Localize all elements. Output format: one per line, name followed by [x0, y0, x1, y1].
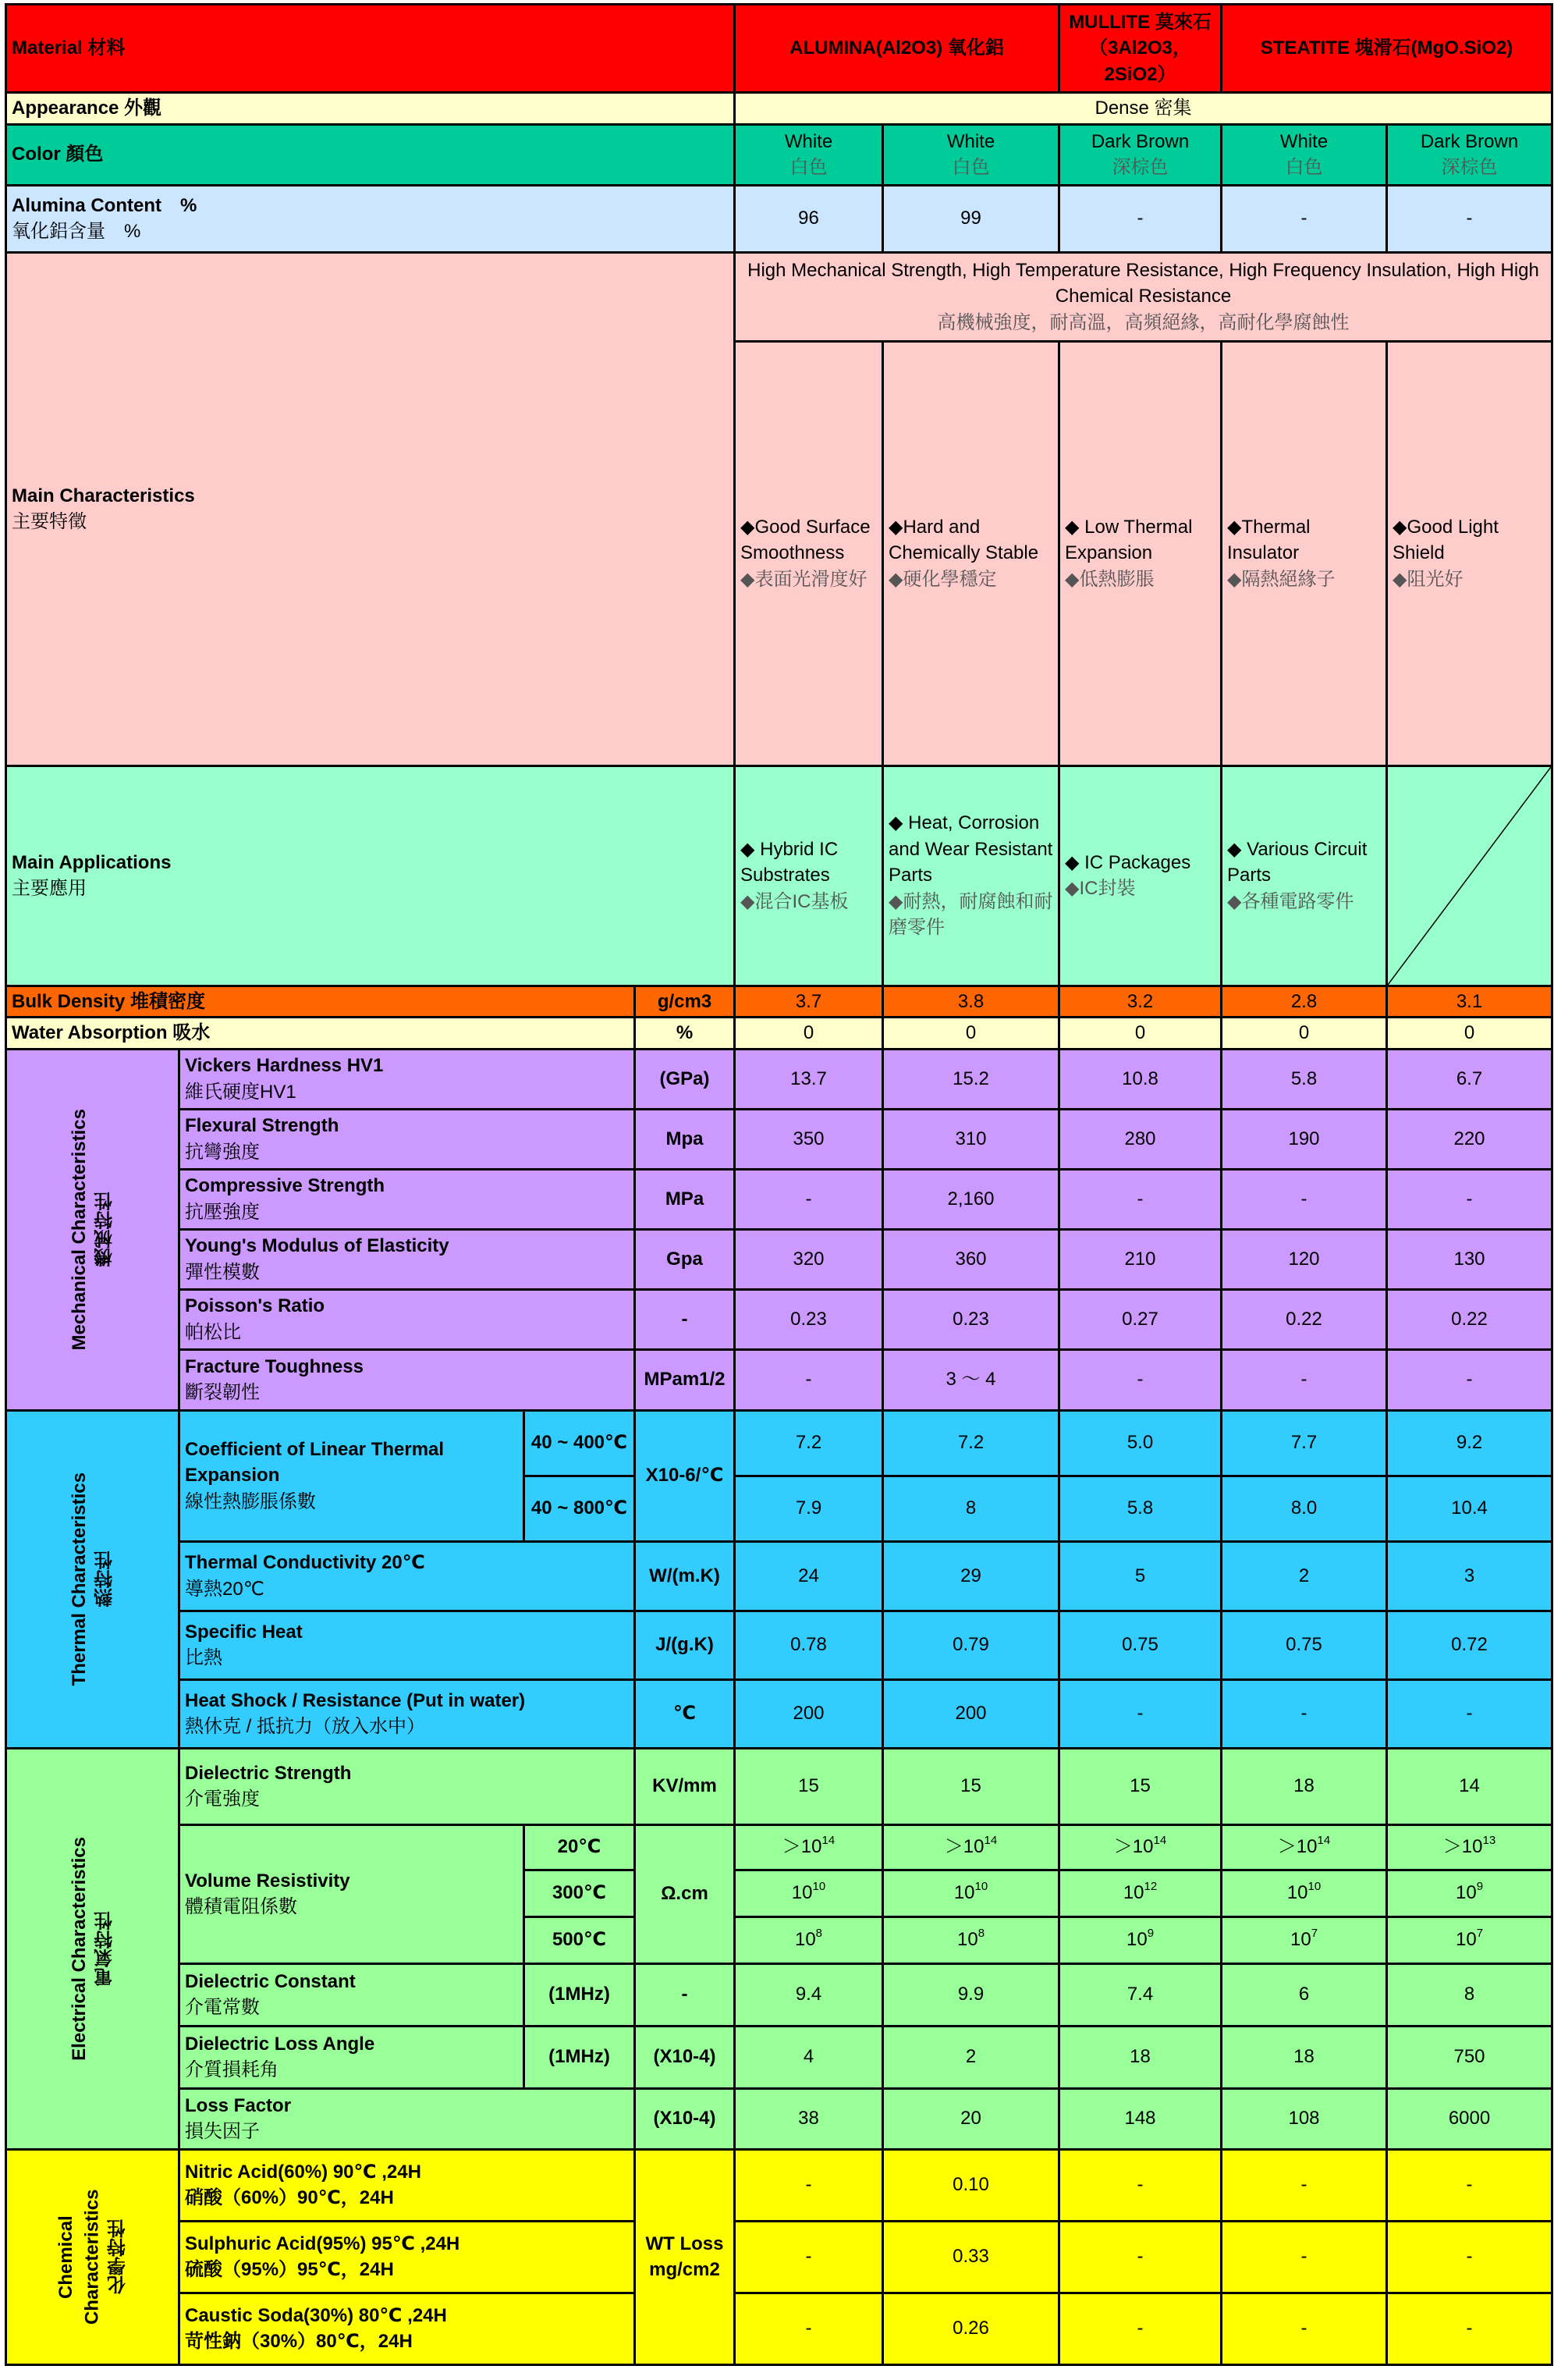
water-absorption-value: 0: [1387, 1018, 1552, 1050]
frequency-condition: (1MHz): [524, 2026, 635, 2088]
property-label: Poisson's Ratio 帕松比: [179, 1289, 635, 1349]
property-value: -: [735, 2293, 883, 2364]
color-cell: White 白色: [883, 124, 1059, 185]
property-value: 5.8: [1059, 1476, 1222, 1541]
property-label: Vickers Hardness HV1 維氏硬度HV1: [179, 1049, 635, 1109]
property-value: 15.2: [883, 1049, 1059, 1109]
appearance-value: Dense 密集: [735, 93, 1552, 125]
property-value: 3 ～ 4: [883, 1349, 1059, 1410]
property-value: 18: [1059, 2026, 1222, 2088]
property-value: 9.9: [883, 1963, 1059, 2026]
property-label: Young's Modulus of Elasticity 彈性模數: [179, 1229, 635, 1289]
property-value: 6.7: [1387, 1049, 1552, 1109]
chemical-row: [6, 2293, 1552, 2364]
bulk-density-value: 3.8: [883, 986, 1059, 1018]
water-absorption-value: 0: [883, 1018, 1059, 1050]
property-value: -: [1059, 2293, 1222, 2364]
property-label: Sulphuric Acid(95%) 95℃ ,24H 硫酸（95%）95℃，24H: [179, 2221, 635, 2293]
property-label: Dielectric Constant 介電常數: [179, 1963, 524, 2026]
property-value: 0.26: [883, 2293, 1059, 2364]
water-absorption-row: [6, 1018, 1552, 1050]
property-value: 200: [883, 1679, 1059, 1748]
property-value: -: [1059, 1169, 1222, 1229]
property-value: 8: [1387, 1963, 1552, 2026]
property-value: 0.10: [883, 2149, 1059, 2221]
property-value: $10^7$: [1387, 1916, 1552, 1963]
property-unit: -: [635, 1963, 735, 2026]
property-unit: (GPa): [635, 1049, 735, 1109]
main-applications-row: [6, 766, 1552, 986]
property-value: -: [1387, 1349, 1552, 1410]
property-value: 0.79: [883, 1611, 1059, 1679]
property-unit: X10-6/℃: [635, 1410, 735, 1541]
mechanical-row: [6, 1049, 1552, 1109]
property-value: 360: [883, 1229, 1059, 1289]
property-label: Dielectric Loss Angle 介質損耗角: [179, 2026, 524, 2088]
property-value: 148: [1059, 2088, 1222, 2149]
property-value: $10^{10}$: [735, 1870, 883, 1916]
application-item: ◆ Various Circuit Parts ◆各種電路零件: [1222, 766, 1387, 986]
property-label: Dielectric Strength 介電強度: [179, 1748, 635, 1824]
material-spec-table: [5, 3, 1553, 2366]
property-value: 210: [1059, 1229, 1222, 1289]
thermal-row: [6, 1541, 1552, 1611]
temperature-condition: 300℃: [524, 1870, 635, 1916]
main-characteristic-item: ◆Good Light Shield ◆阻光好: [1387, 341, 1552, 766]
bulk-density-row: [6, 986, 1552, 1018]
property-value: $10^{10}$: [1222, 1870, 1387, 1916]
property-unit: Ω.cm: [635, 1824, 735, 1963]
property-unit: Mpa: [635, 1109, 735, 1169]
main-applications-label: Main Applications 主要應用: [6, 766, 735, 986]
color-cell: Dark Brown 深棕色: [1059, 124, 1222, 185]
property-unit: WT Loss mg/cm2: [635, 2149, 735, 2364]
property-value: -: [1222, 1169, 1387, 1229]
property-value: -: [1059, 2221, 1222, 2293]
thermal-row: [6, 1410, 1552, 1476]
temperature-condition: 500℃: [524, 1916, 635, 1963]
application-item: ◆ IC Packages ◆IC封裝: [1059, 766, 1222, 986]
temperature-condition: 20℃: [524, 1824, 635, 1870]
property-value: -: [1387, 1169, 1552, 1229]
property-value: $>10^{14}$: [1059, 1824, 1222, 1870]
property-value: -: [735, 1169, 883, 1229]
property-value: 220: [1387, 1109, 1552, 1169]
chemical-row: [6, 2149, 1552, 2221]
property-label: Fracture Toughness 斷裂韌性: [179, 1349, 635, 1410]
property-label: Flexural Strength 抗彎強度: [179, 1109, 635, 1169]
property-unit: W/(m.K): [635, 1541, 735, 1611]
property-value: 750: [1387, 2026, 1552, 2088]
bulk-density-value: 3.1: [1387, 986, 1552, 1018]
property-value: -: [1222, 2221, 1387, 2293]
main-characteristics-row: [6, 252, 1552, 341]
empty-diagonal-cell: [1387, 766, 1552, 986]
header-alumina: ALUMINA(Al2O3) 氧化鋁: [735, 5, 1059, 93]
property-value: 200: [735, 1679, 883, 1748]
property-unit: -: [635, 1289, 735, 1349]
bulk-density-unit: g/cm3: [635, 986, 735, 1018]
bulk-density-value: 3.7: [735, 986, 883, 1018]
diagonal-line: [1388, 767, 1551, 985]
mechanical-row: [6, 1109, 1552, 1169]
frequency-condition: (1MHz): [524, 1963, 635, 2026]
property-value: 310: [883, 1109, 1059, 1169]
property-value: 320: [735, 1229, 883, 1289]
property-value: 0.22: [1222, 1289, 1387, 1349]
water-absorption-value: 0: [1222, 1018, 1387, 1050]
property-value: -: [1222, 2149, 1387, 2221]
property-value: 0.22: [1387, 1289, 1552, 1349]
alumina-content-value: -: [1059, 185, 1222, 252]
color-cell: White 白色: [735, 124, 883, 185]
property-value: -: [735, 2149, 883, 2221]
property-label: Heat Shock / Resistance (Put in water) 熱休克 / 抵抗力（放入水中）: [179, 1679, 635, 1748]
property-value: 7.2: [735, 1410, 883, 1476]
property-unit: J/(g.K): [635, 1611, 735, 1679]
property-value: 130: [1387, 1229, 1552, 1289]
main-characteristic-item: ◆Hard and Chemically Stable ◆硬化學穩定: [883, 341, 1059, 766]
property-value: 7.9: [735, 1476, 883, 1541]
header-mullite: MULLITE 莫來石（3Al2O3，2SiO2）: [1059, 5, 1222, 93]
property-label: Loss Factor 損失因子: [179, 2088, 635, 2149]
property-value: 0.72: [1387, 1611, 1552, 1679]
property-value: 120: [1222, 1229, 1387, 1289]
thermal-row: [6, 1611, 1552, 1679]
header-material: Material 材料: [6, 5, 735, 93]
water-absorption-label: Water Absorption 吸水: [6, 1018, 635, 1050]
property-value: 8.0: [1222, 1476, 1387, 1541]
property-value: 280: [1059, 1109, 1222, 1169]
property-value: 350: [735, 1109, 883, 1169]
property-unit: KV/mm: [635, 1748, 735, 1824]
main-characteristic-item: ◆Good Surface Smoothness ◆表面光滑度好: [735, 341, 883, 766]
water-absorption-value: 0: [1059, 1018, 1222, 1050]
property-value: -: [1222, 1679, 1387, 1748]
electrical-row: [6, 1748, 1552, 1824]
application-item: ◆ Hybrid IC Substrates ◆混合IC基板: [735, 766, 883, 986]
property-value: 0.75: [1059, 1611, 1222, 1679]
property-value: 0.33: [883, 2221, 1059, 2293]
property-value: 10.8: [1059, 1049, 1222, 1109]
alumina-content-label: Alumina Content % 氧化鋁含量 %: [6, 185, 735, 252]
property-value: 0.23: [883, 1289, 1059, 1349]
property-value: 13.7: [735, 1049, 883, 1109]
temperature-range: 40 ~ 800℃: [524, 1476, 635, 1541]
mechanical-row: [6, 1169, 1552, 1229]
appearance-label: Appearance 外觀: [6, 93, 735, 125]
color-cell: Dark Brown 深棕色: [1387, 124, 1552, 185]
thermal-row: [6, 1679, 1552, 1748]
property-unit: Gpa: [635, 1229, 735, 1289]
water-absorption-value: 0: [735, 1018, 883, 1050]
property-value: 0.75: [1222, 1611, 1387, 1679]
property-value: $10^{10}$: [883, 1870, 1059, 1916]
property-value: 0.23: [735, 1289, 883, 1349]
property-value: $>10^{13}$: [1387, 1824, 1552, 1870]
property-value: 2,160: [883, 1169, 1059, 1229]
color-row: [6, 124, 1552, 185]
bulk-density-value: 3.2: [1059, 986, 1222, 1018]
property-unit: (X10-4): [635, 2026, 735, 2088]
mechanical-row: [6, 1349, 1552, 1410]
property-value: 15: [883, 1748, 1059, 1824]
property-value: 2: [883, 2026, 1059, 2088]
property-value: -: [1387, 2149, 1552, 2221]
mechanical-row: [6, 1289, 1552, 1349]
property-label: Caustic Soda(30%) 80℃ ,24H 苛性鈉（30%）80℃，24H: [179, 2293, 635, 2364]
property-value: -: [1059, 1349, 1222, 1410]
property-value: 9.4: [735, 1963, 883, 2026]
chemical-group-label: Chemical Characteristics 化學特性: [6, 2149, 179, 2364]
alumina-content-value: -: [1387, 185, 1552, 252]
property-value: 7.7: [1222, 1410, 1387, 1476]
alumina-content-value: -: [1222, 185, 1387, 252]
property-value: -: [1387, 2293, 1552, 2364]
alumina-content-value: 96: [735, 185, 883, 252]
property-value: -: [1222, 2293, 1387, 2364]
thermal-group-label: Thermal Characteristics 熱特性: [6, 1410, 179, 1748]
bulk-density-label: Bulk Density 堆積密度: [6, 986, 635, 1018]
main-characteristics-label: Main Characteristics 主要特徵: [6, 252, 735, 766]
property-value: 3: [1387, 1541, 1552, 1611]
property-value: -: [735, 2221, 883, 2293]
header-row: [6, 5, 1552, 93]
property-value: 5: [1059, 1541, 1222, 1611]
property-value: 20: [883, 2088, 1059, 2149]
property-value: 0.78: [735, 1611, 883, 1679]
main-characteristic-item: ◆ Low Thermal Expansion ◆低熱膨脹: [1059, 341, 1222, 766]
property-value: 5.8: [1222, 1049, 1387, 1109]
temperature-range: 40 ~ 400℃: [524, 1410, 635, 1476]
electrical-group-label: Electrical Characteristics 電氣特性: [6, 1748, 179, 2149]
property-value: 2: [1222, 1541, 1387, 1611]
property-value: $10^7$: [1222, 1916, 1387, 1963]
property-value: 7.4: [1059, 1963, 1222, 2026]
property-value: 18: [1222, 2026, 1387, 2088]
electrical-row: [6, 1824, 1552, 1870]
property-unit: MPam1/2: [635, 1349, 735, 1410]
chemical-row: [6, 2221, 1552, 2293]
mechanical-group-label: Mechanical Characteristics 機械特性: [6, 1049, 179, 1410]
property-value: 6000: [1387, 2088, 1552, 2149]
appearance-row: [6, 93, 1552, 125]
property-value: 190: [1222, 1109, 1387, 1169]
color-cell: White 白色: [1222, 124, 1387, 185]
application-item: ◆ Heat, Corrosion and Wear Resistant Parts ◆耐熱，耐腐蝕和耐磨零件: [883, 766, 1059, 986]
property-value: -: [1387, 1679, 1552, 1748]
property-value: 15: [735, 1748, 883, 1824]
property-value: -: [1059, 2149, 1222, 2221]
alumina-content-value: 99: [883, 185, 1059, 252]
property-value: -: [735, 1349, 883, 1410]
property-label: Specific Heat 比熱: [179, 1611, 635, 1679]
property-unit: MPa: [635, 1169, 735, 1229]
property-value: 8: [883, 1476, 1059, 1541]
property-value: 18: [1222, 1748, 1387, 1824]
property-value: 7.2: [883, 1410, 1059, 1476]
property-value: 5.0: [1059, 1410, 1222, 1476]
property-value: $10^8$: [883, 1916, 1059, 1963]
property-value: 14: [1387, 1748, 1552, 1824]
property-value: 24: [735, 1541, 883, 1611]
property-value: 9.2: [1387, 1410, 1552, 1476]
property-value: 38: [735, 2088, 883, 2149]
water-absorption-unit: %: [635, 1018, 735, 1050]
main-characteristic-item: ◆Thermal Insulator ◆隔熱絕緣子: [1222, 341, 1387, 766]
color-label: Color 顏色: [6, 124, 735, 185]
electrical-row: [6, 2026, 1552, 2088]
property-value: -: [1059, 1679, 1222, 1748]
property-label: Thermal Conductivity 20℃ 導熱20℃: [179, 1541, 635, 1611]
property-label: Nitric Acid(60%) 90℃ ,24H 硝酸（60%）90℃，24H: [179, 2149, 635, 2221]
property-value: 6: [1222, 1963, 1387, 2026]
alumina-content-row: [6, 185, 1552, 252]
property-label: Coefficient of Linear Thermal Expansion 線性熱膨脹係數: [179, 1410, 524, 1541]
electrical-row: [6, 2088, 1552, 2149]
property-value: -: [1222, 1349, 1387, 1410]
property-value: $10^8$: [735, 1916, 883, 1963]
property-value: $10^9$: [1387, 1870, 1552, 1916]
property-value: 0.27: [1059, 1289, 1222, 1349]
property-value: $>10^{14}$: [735, 1824, 883, 1870]
property-unit: (X10-4): [635, 2088, 735, 2149]
main-characteristics-common: High Mechanical Strength, High Temperature Resistance, High Frequency Insulation, High High Chemical Resistance 高機械強度，耐高溫，高頻絕緣，高耐化學腐蝕性: [735, 252, 1552, 341]
electrical-row: [6, 1963, 1552, 2026]
property-label: Volume Resistivity 體積電阻係數: [179, 1824, 524, 1963]
mechanical-row: [6, 1229, 1552, 1289]
property-value: 29: [883, 1541, 1059, 1611]
property-value: 108: [1222, 2088, 1387, 2149]
property-unit: ℃: [635, 1679, 735, 1748]
header-steatite: STEATITE 塊滑石(MgO.SiO2): [1222, 5, 1552, 93]
property-value: -: [1387, 2221, 1552, 2293]
property-label: Compressive Strength 抗壓強度: [179, 1169, 635, 1229]
property-value: $10^{12}$: [1059, 1870, 1222, 1916]
property-value: 15: [1059, 1748, 1222, 1824]
property-value: $>10^{14}$: [1222, 1824, 1387, 1870]
property-value: $10^9$: [1059, 1916, 1222, 1963]
property-value: $>10^{14}$: [883, 1824, 1059, 1870]
property-value: 4: [735, 2026, 883, 2088]
bulk-density-value: 2.8: [1222, 986, 1387, 1018]
property-value: 10.4: [1387, 1476, 1552, 1541]
